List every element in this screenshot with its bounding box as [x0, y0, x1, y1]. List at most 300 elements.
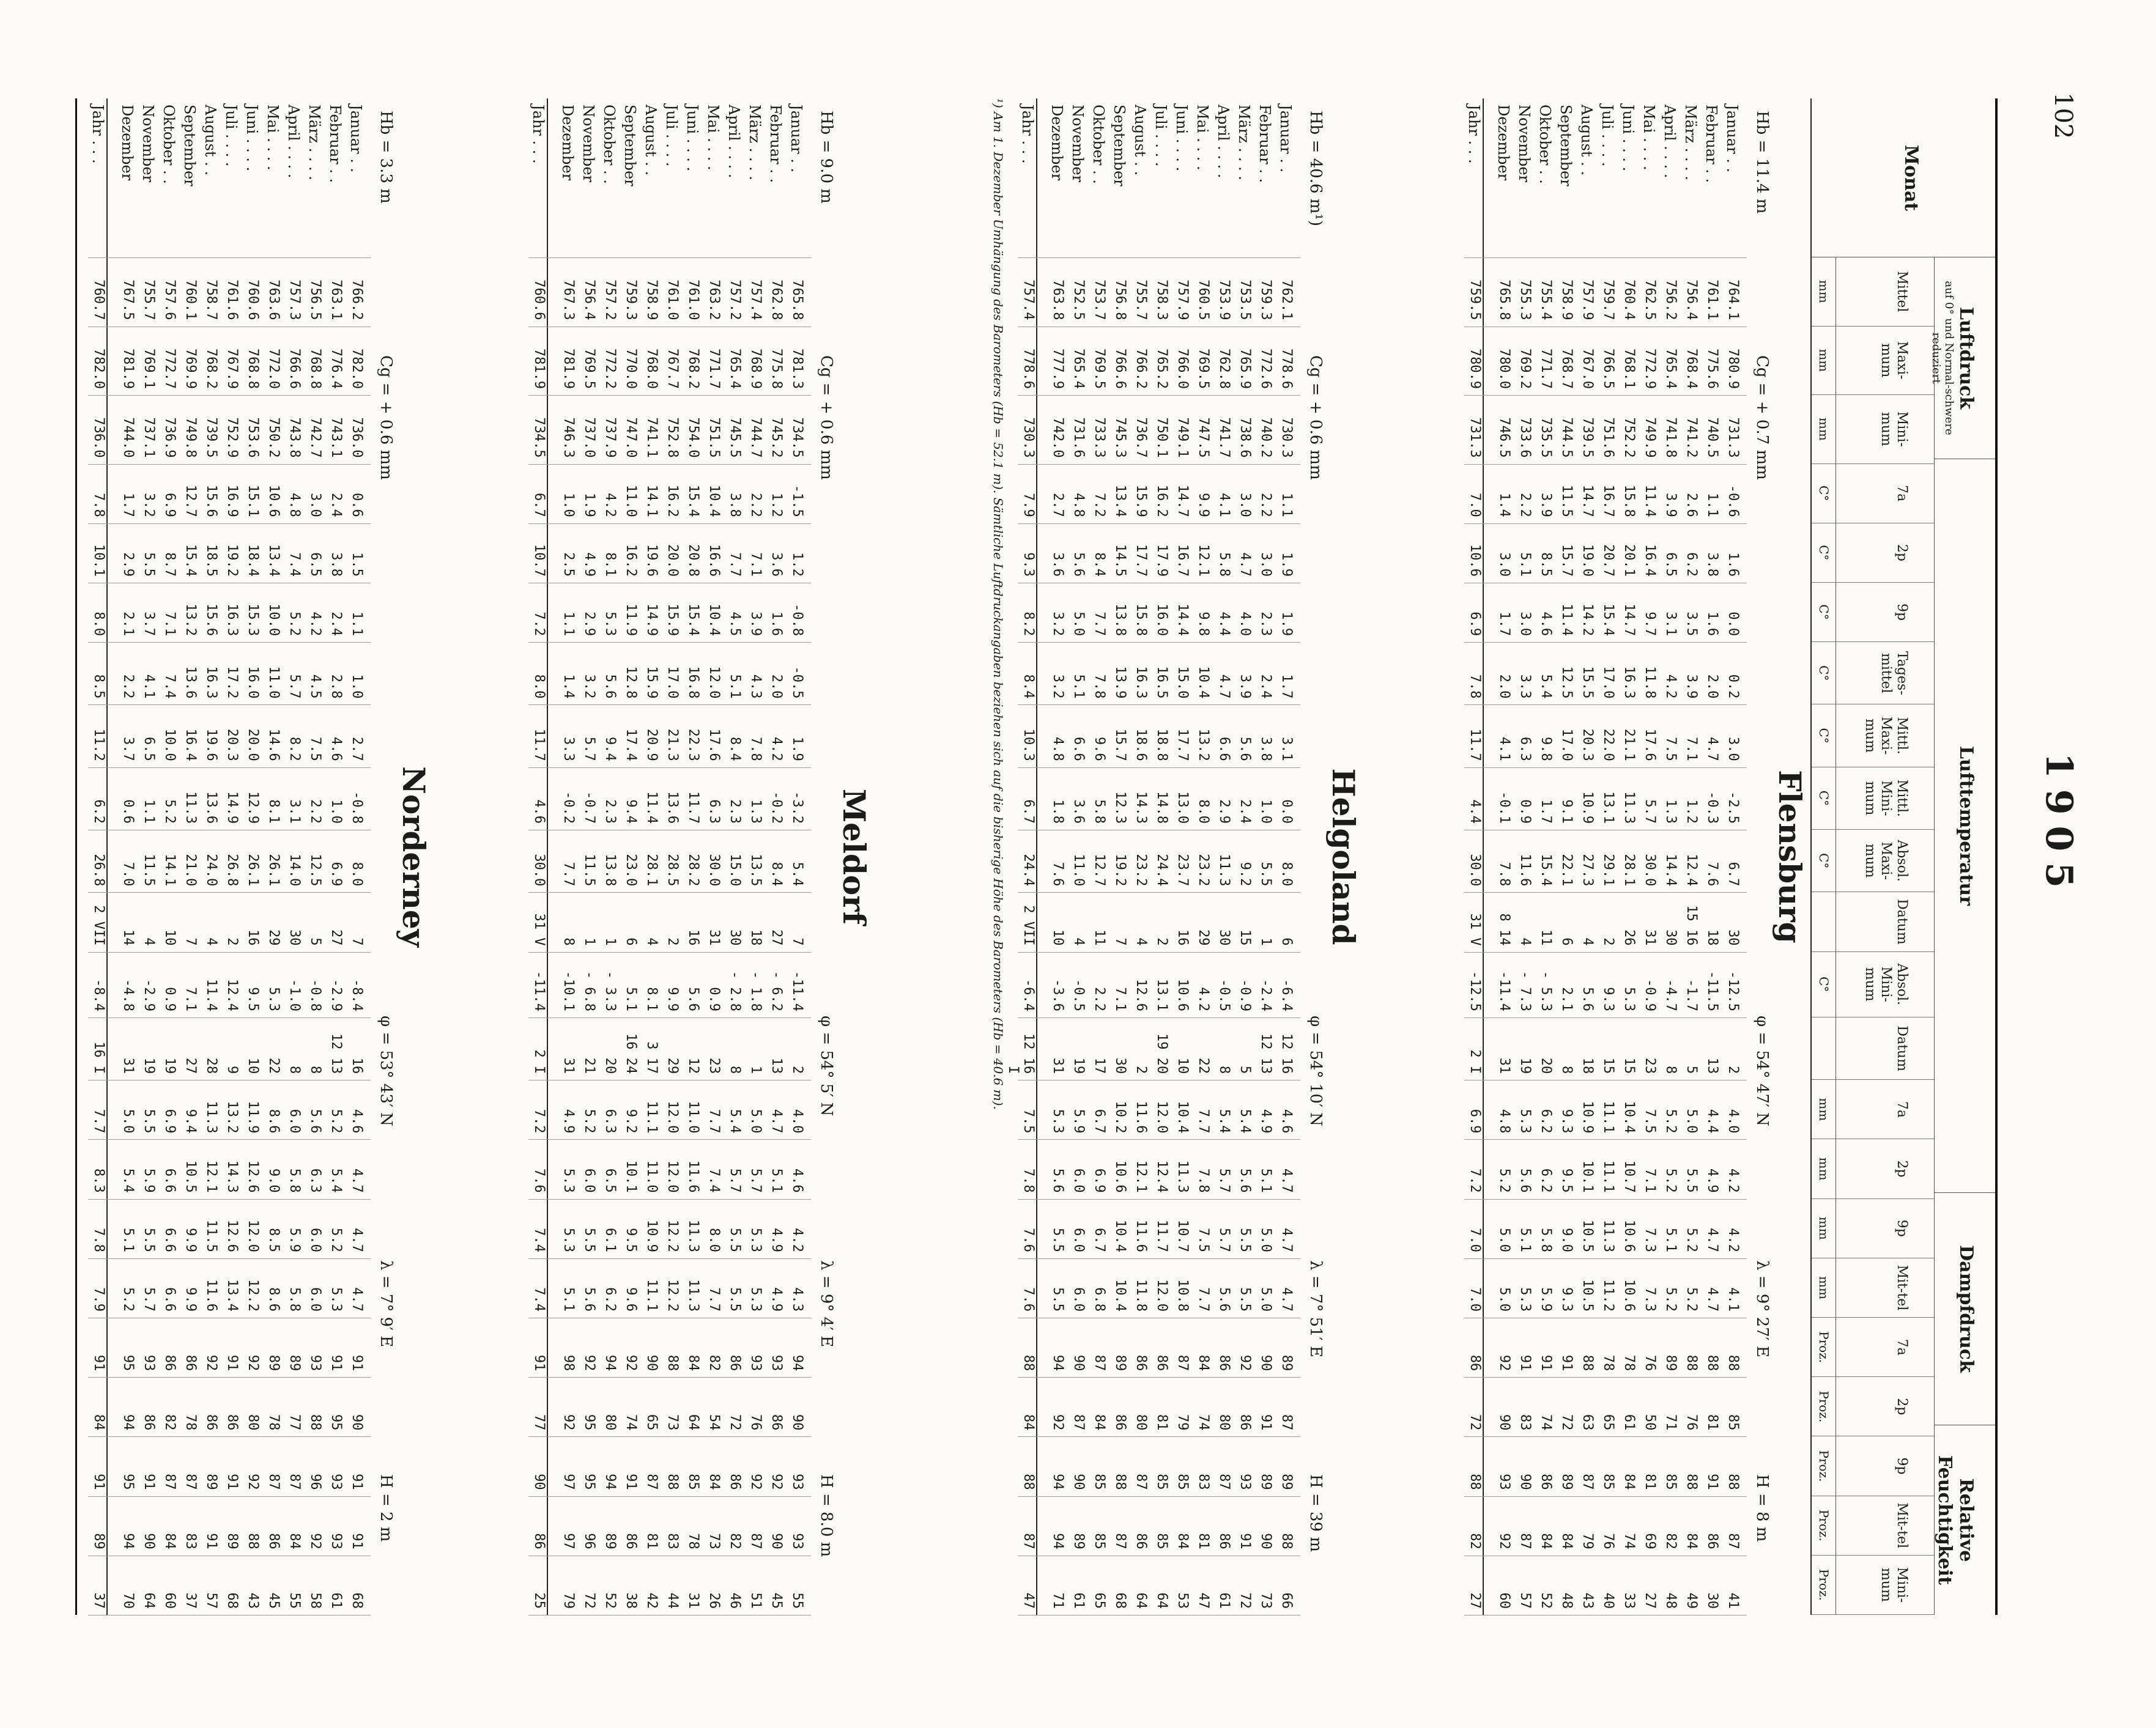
- table-cell: 3.7: [141, 582, 157, 635]
- table-cell: 86: [1217, 1318, 1232, 1371]
- table-cell: 2: [1133, 1017, 1149, 1073]
- table-cell: 92: [769, 1436, 784, 1490]
- table-cell: 757.4: [1021, 257, 1036, 320]
- table-cell: 72: [1559, 1377, 1574, 1430]
- header-subcol: Mini-mum: [1836, 1555, 1934, 1614]
- table-cell: 769.2: [1517, 326, 1533, 389]
- table-cell: 9.5: [623, 1198, 639, 1252]
- table-cell: 72: [582, 1555, 597, 1608]
- table-cell: 18.8: [1154, 704, 1169, 761]
- table-cell: 15.0: [1175, 642, 1190, 698]
- table-cell: 7.6: [1021, 1198, 1036, 1252]
- table-cell: 92: [748, 1436, 763, 1490]
- table-cell: 6: [623, 892, 639, 945]
- table-cell: 10.4: [1113, 1198, 1128, 1252]
- table-cell: 26.1: [245, 830, 261, 886]
- table-cell: 16.2: [665, 463, 680, 517]
- table-cell: -0.2: [769, 767, 784, 823]
- table-cell: 12.6: [224, 1198, 240, 1252]
- table-cell: 81: [1196, 1496, 1211, 1549]
- table-cell: 740.2: [1258, 395, 1273, 458]
- header-dampfdruck: Dampfdruck: [1934, 1193, 1995, 1425]
- table-cell: 755.4: [1538, 257, 1554, 320]
- table-cell: 1.1: [141, 767, 157, 823]
- table-cell: 3.8: [328, 523, 344, 576]
- table-cell: 22: [1196, 1017, 1211, 1073]
- table-cell: 43: [1580, 1555, 1595, 1608]
- table-cell: 92: [1237, 1318, 1253, 1371]
- table-cell: 6.5: [1663, 523, 1678, 576]
- table-cell: 89: [266, 1318, 281, 1371]
- table-cell: 74: [1196, 1377, 1211, 1430]
- table-cell: 751.5: [706, 395, 722, 458]
- table-cell: 5.6: [1580, 951, 1595, 1011]
- table-cell: 11.7: [1467, 704, 1483, 761]
- month-label: Oktober . .: [160, 105, 177, 251]
- table-cell: 15.4: [686, 463, 701, 517]
- table-cell: 5.1: [1258, 1139, 1273, 1192]
- table-cell: 757.2: [602, 257, 618, 320]
- table-cell: 14.7: [1580, 463, 1595, 517]
- table-cell: 12.4: [224, 951, 240, 1011]
- table-cell: 736.7: [1133, 395, 1149, 458]
- column-rule: [88, 1139, 371, 1140]
- table-cell: 10.6: [1175, 951, 1190, 1011]
- table-cell: 4.1: [1725, 1258, 1741, 1311]
- table-cell: 79: [1175, 1377, 1190, 1430]
- table-cell: 8: [287, 1017, 302, 1073]
- month-label: April . . . .: [285, 105, 302, 251]
- table-cell: 14.4: [1663, 830, 1678, 886]
- table-cell: 9.9: [665, 951, 680, 1011]
- table-cell: 760.5: [1196, 257, 1211, 320]
- table-cell: 772.7: [162, 326, 177, 389]
- table-cell: 758.3: [1154, 257, 1169, 320]
- table-cell: 17.4: [623, 704, 639, 761]
- table-cell: 84: [1021, 1377, 1036, 1430]
- table-cell: 745.3: [1113, 395, 1128, 458]
- table-cell: 8.2: [287, 704, 302, 761]
- table-cell: 88: [1113, 1436, 1128, 1490]
- table-cell: 7.9: [91, 1258, 106, 1311]
- table-cell: 74: [623, 1377, 639, 1430]
- table-cell: 770.0: [623, 326, 639, 389]
- table-cell: 15.9: [665, 582, 680, 635]
- table-cell: 4.5: [727, 582, 743, 635]
- table-cell: 10.5: [1580, 1258, 1595, 1311]
- table-cell: 14.7: [1621, 582, 1637, 635]
- table-cell: 8: [1559, 1017, 1574, 1073]
- header-subcol: Mit-tel: [1836, 1258, 1934, 1317]
- table-cell: 761.0: [665, 257, 680, 320]
- table-cell: 1.0: [561, 463, 576, 517]
- table-cell: 4.2: [308, 582, 323, 635]
- month-label: Mai . . . .: [705, 105, 722, 251]
- table-cell: 11.6: [204, 1258, 219, 1311]
- table-cell: 13.4: [224, 1258, 240, 1311]
- table-cell: 73: [665, 1377, 680, 1430]
- table-cell: 13.6: [183, 642, 198, 698]
- table-row: [1254, 98, 1273, 1615]
- table-cell: 91: [1237, 1496, 1253, 1549]
- station-hb: Hb = 3.3 m: [377, 111, 395, 204]
- table-cell: 7.0: [1467, 1258, 1483, 1311]
- table-cell: 2.4: [328, 582, 344, 635]
- table-cell: 6.0: [308, 1258, 323, 1311]
- month-label: März . . . .: [306, 105, 323, 251]
- bottom-rule: [75, 98, 77, 1615]
- table-cell: -1.7: [1684, 951, 1699, 1011]
- table-cell: 7.7: [561, 830, 576, 886]
- table-cell: 9.3: [1021, 523, 1036, 576]
- table-cell: 2.4: [1237, 767, 1253, 823]
- table-cell: 768.1: [1621, 326, 1637, 389]
- table-cell: 30: [1663, 892, 1678, 945]
- table-cell: -0.1: [1497, 767, 1512, 823]
- table-cell: 2.9: [1217, 767, 1232, 823]
- table-cell: 83: [1517, 1377, 1533, 1430]
- table-cell: 5.7: [582, 704, 597, 761]
- table-cell: 95: [120, 1318, 136, 1371]
- table-cell: 753.9: [1217, 257, 1232, 320]
- table-cell: 10.0: [266, 582, 281, 635]
- table-cell: 27: [183, 1017, 198, 1073]
- table-cell: 5.3: [602, 582, 618, 635]
- table-cell: 88: [1021, 1436, 1036, 1490]
- table-cell: 756.2: [1663, 257, 1678, 320]
- table-cell: 14.1: [162, 830, 177, 886]
- table-cell: 26.8: [91, 830, 106, 886]
- table-cell: 45: [769, 1555, 784, 1608]
- header-subcol: Mit-tel: [1836, 1496, 1934, 1555]
- table-cell: 743.1: [328, 395, 344, 458]
- table-cell: 2.6: [1684, 463, 1699, 517]
- table-row: [158, 98, 177, 1615]
- column-rule: [1464, 395, 1747, 396]
- table-cell: 5.7: [727, 1139, 743, 1192]
- table-cell: 760.6: [245, 257, 261, 320]
- table-cell: 83: [183, 1496, 198, 1549]
- table-cell: 775.8: [769, 326, 784, 389]
- table-cell: 2: [1154, 892, 1169, 945]
- table-cell: 80: [245, 1377, 261, 1430]
- table-cell: 89: [602, 1496, 618, 1549]
- table-cell: 7.5: [1196, 1198, 1211, 1252]
- table-cell: 3.1: [1663, 582, 1678, 635]
- table-cell: 5.2: [1663, 1080, 1678, 1133]
- table-cell: 92: [1497, 1496, 1512, 1549]
- table-cell: 17.0: [1601, 642, 1616, 698]
- header-subcol: 7a: [1836, 1318, 1934, 1377]
- table-cell: 7.1: [1642, 1139, 1658, 1192]
- table-cell: 12 16: [1279, 1017, 1294, 1073]
- table-cell: 766.6: [1113, 326, 1128, 389]
- table-cell: 3.8: [727, 463, 743, 517]
- table-cell: 4.7: [1705, 1198, 1720, 1252]
- table-cell: 6.2: [1538, 1080, 1554, 1133]
- table-cell: 6.0: [1071, 1198, 1086, 1252]
- table-cell: 9.9: [183, 1258, 198, 1311]
- table-cell: 94: [790, 1318, 805, 1371]
- table-cell: 4: [141, 892, 157, 945]
- table-cell: 2.2: [308, 767, 323, 823]
- table-cell: 4.7: [349, 1198, 365, 1252]
- table-cell: 15.0: [727, 830, 743, 886]
- table-cell: 15.1: [245, 463, 261, 517]
- table-cell: 95: [582, 1377, 597, 1430]
- table-row: [1576, 98, 1595, 1615]
- table-cell: 5: [1237, 1017, 1253, 1073]
- table-cell: 12 16 I: [1006, 1017, 1036, 1073]
- station-cg: Cg = + 0.6 mm: [817, 355, 835, 480]
- table-cell: 778.6: [1279, 326, 1294, 389]
- table-cell: -2.9: [328, 951, 344, 1011]
- table-row: [1596, 98, 1616, 1615]
- table-cell: 15.4: [1538, 830, 1554, 886]
- header-unit: mm: [1812, 1198, 1836, 1258]
- table-cell: 765.4: [1663, 326, 1678, 389]
- table-row: [1555, 98, 1574, 1615]
- table-cell: 8: [1663, 1017, 1678, 1073]
- table-cell: 86: [1237, 1377, 1253, 1430]
- table-cell: 5.4: [790, 830, 805, 886]
- table-cell: 1.1: [1279, 463, 1294, 517]
- table-cell: 11.2: [91, 704, 106, 761]
- table-cell: 730.3: [1021, 395, 1036, 458]
- table-cell: 5.8: [1538, 1198, 1554, 1252]
- table-cell: 93: [790, 1496, 805, 1549]
- table-cell: 87: [1517, 1496, 1533, 1549]
- table-cell: 94: [602, 1436, 618, 1490]
- table-cell: 15.4: [686, 582, 701, 635]
- table-cell: 747.0: [623, 395, 639, 458]
- table-cell: 76: [1684, 1377, 1699, 1430]
- table-cell: 5.1: [623, 951, 639, 1011]
- table-cell: 53: [1175, 1555, 1190, 1608]
- table-cell: 1.2: [790, 523, 805, 576]
- table-cell: 87: [1071, 1377, 1086, 1430]
- table-cell: 7.7: [706, 1258, 722, 1311]
- table-cell: 87: [1021, 1496, 1036, 1549]
- table-cell: 87: [1217, 1436, 1232, 1490]
- table-cell: 9.1: [1559, 767, 1574, 823]
- table-cell: 2.3: [602, 767, 618, 823]
- table-cell: 11.3: [1217, 830, 1232, 886]
- table-cell: 17: [1092, 1017, 1107, 1073]
- table-cell: 11.9: [623, 582, 639, 635]
- table-cell: 9.3: [1559, 1080, 1574, 1133]
- table-cell: 4.5: [308, 642, 323, 698]
- table-cell: 84: [162, 1496, 177, 1549]
- table-cell: 761.6: [224, 257, 240, 320]
- table-cell: 9.6: [623, 1258, 639, 1311]
- header-unit: [1812, 892, 1836, 951]
- table-cell: 767.7: [665, 326, 680, 389]
- table-cell: 9.3: [1559, 1258, 1574, 1311]
- table-cell: 90: [141, 1496, 157, 1549]
- table-cell: 2: [790, 1017, 805, 1073]
- table-cell: 4.7: [349, 1139, 365, 1192]
- table-cell: 5.2: [1684, 1258, 1699, 1311]
- table-cell: 6.0: [1071, 1139, 1086, 1192]
- table-cell: 5.3: [1517, 1080, 1533, 1133]
- table-cell: 92: [561, 1377, 576, 1430]
- station-name: Norderney: [396, 98, 432, 1615]
- table-cell: 755.7: [141, 257, 157, 320]
- table-cell: 742.0: [1050, 395, 1065, 458]
- table-cell: 762.8: [769, 257, 784, 320]
- table-cell: 7.8: [1497, 830, 1512, 886]
- header-subcol: Maxi-mum: [1836, 326, 1934, 395]
- table-cell: 93: [328, 1436, 344, 1490]
- table-cell: 754.0: [686, 395, 701, 458]
- table-cell: 8: [1217, 1017, 1232, 1073]
- table-cell: 4.2: [1725, 1198, 1741, 1252]
- column-rule: [1464, 704, 1747, 705]
- table-cell: 6.9: [1467, 582, 1483, 635]
- table-cell: 11.9: [245, 1080, 261, 1133]
- table-cell: 780.0: [1497, 326, 1512, 389]
- table-cell: 8.6: [266, 1080, 281, 1133]
- table-cell: 10.6: [266, 463, 281, 517]
- table-cell: 26.8: [224, 830, 240, 886]
- table-cell: 15.8: [1133, 582, 1149, 635]
- month-label: April . . . .: [1661, 105, 1678, 251]
- table-cell: 86: [1113, 1377, 1128, 1430]
- month-label: Juni . . . .: [684, 105, 701, 251]
- month-label: Februar . .: [327, 105, 344, 251]
- table-cell: 45: [266, 1555, 281, 1608]
- table-cell: 19.2: [1113, 830, 1128, 886]
- table-cell: 7.0: [1467, 1198, 1483, 1252]
- table-cell: 11.7: [1154, 1198, 1169, 1252]
- table-cell: 7.7: [91, 1080, 106, 1133]
- table-cell: 7.8: [1196, 1139, 1211, 1192]
- table-cell: 89: [1663, 1318, 1678, 1371]
- table-cell: 89: [91, 1496, 106, 1549]
- table-cell: 16.2: [1154, 463, 1169, 517]
- table-cell: 4.2: [602, 463, 618, 517]
- table-row-year: [527, 98, 548, 1615]
- table-cell: 17.2: [224, 642, 240, 698]
- column-rule: [528, 704, 811, 705]
- table-cell: 28.1: [1621, 830, 1637, 886]
- table-cell: 772.9: [1642, 326, 1658, 389]
- table-cell: 24.4: [1021, 830, 1036, 886]
- table-cell: 5.3: [748, 1258, 763, 1311]
- table-cell: 756.4: [582, 257, 597, 320]
- table-cell: 8.4: [1021, 642, 1036, 698]
- table-cell: 11.4: [1559, 582, 1574, 635]
- table-cell: 6: [1279, 892, 1294, 945]
- table-cell: 51: [748, 1555, 763, 1608]
- table-cell: - 6.2: [769, 951, 784, 1011]
- table-cell: 57: [204, 1555, 219, 1608]
- table-cell: 14: [120, 892, 136, 945]
- table-cell: 71: [1050, 1555, 1065, 1608]
- table-cell: 77: [532, 1377, 547, 1430]
- table-row: [241, 98, 261, 1615]
- table-cell: 10.0: [162, 704, 177, 761]
- column-rule: [88, 642, 371, 643]
- table-cell: 80: [1133, 1377, 1149, 1430]
- header-subcol: Datum: [1836, 1017, 1934, 1079]
- table-cell: 90: [790, 1377, 805, 1430]
- table-cell: 781.9: [561, 326, 576, 389]
- table-cell: 7.3: [1642, 1258, 1658, 1311]
- header-unit: Proz.: [1812, 1318, 1836, 1377]
- table-cell: 81: [1154, 1377, 1169, 1430]
- table-cell: 3.5: [1684, 582, 1699, 635]
- table-cell: 749.8: [183, 395, 198, 458]
- table-cell: 20.9: [644, 704, 659, 761]
- table-cell: 7.0: [1467, 463, 1483, 517]
- table-row: [1492, 98, 1512, 1615]
- table-cell: 17.0: [1559, 704, 1574, 761]
- table-cell: 8: [727, 1017, 743, 1073]
- table-cell: -0.5: [790, 642, 805, 698]
- table-cell: 12.2: [665, 1198, 680, 1252]
- table-cell: 11.1: [644, 1258, 659, 1311]
- table-cell: 5.1: [1071, 642, 1086, 698]
- table-cell: 3.0: [1258, 523, 1273, 576]
- table-cell: 7.2: [532, 582, 547, 635]
- table-cell: 89: [1113, 1318, 1128, 1371]
- table-cell: 92: [623, 1318, 639, 1371]
- table-cell: 6.9: [162, 463, 177, 517]
- table-row: [1700, 98, 1720, 1615]
- table-cell: 31: [686, 1555, 701, 1608]
- table-cell: 756.8: [1113, 257, 1128, 320]
- table-cell: 8.3: [91, 1139, 106, 1192]
- month-label: Juli . . . .: [663, 105, 680, 251]
- table-row: [303, 98, 323, 1615]
- header-subcol: Mittel: [1836, 257, 1934, 327]
- table-cell: 5.6: [1050, 1139, 1065, 1192]
- table-cell: 24.4: [1154, 830, 1169, 886]
- page-number: 102: [2049, 92, 2077, 139]
- table-cell: -6.4: [1021, 951, 1036, 1011]
- table-cell: 10.6: [1621, 1198, 1637, 1252]
- table-cell: 2 I: [1467, 1017, 1483, 1073]
- table-cell: 737.9: [602, 395, 618, 458]
- column-rule: [1018, 395, 1300, 396]
- table-cell: 48: [1663, 1555, 1678, 1608]
- table-cell: 12.2: [665, 1258, 680, 1311]
- table-cell: 760.4: [1621, 257, 1637, 320]
- table-cell: 5.5: [141, 1198, 157, 1252]
- month-label: April . . . .: [725, 105, 743, 251]
- table-cell: 92: [308, 1496, 323, 1549]
- table-cell: 5.2: [120, 1258, 136, 1311]
- table-cell: 5.9: [141, 1139, 157, 1192]
- table-page: [1, 1, 2156, 1728]
- table-cell: 16.2: [623, 523, 639, 576]
- table-cell: 8.0: [91, 582, 106, 635]
- table-cell: 87: [1133, 1436, 1149, 1490]
- table-cell: 733.6: [1517, 395, 1533, 458]
- table-cell: 11.0: [266, 642, 281, 698]
- table-cell: 42: [644, 1555, 659, 1608]
- table-cell: 3.0: [1237, 463, 1253, 517]
- table-cell: -1.0: [287, 951, 302, 1011]
- table-cell: 6.0: [582, 1139, 597, 1192]
- table-cell: 6.0: [308, 1198, 323, 1252]
- table-cell: 93: [1237, 1436, 1253, 1490]
- table-cell: 758.7: [204, 257, 219, 320]
- table-cell: 8.0: [532, 642, 547, 698]
- table-cell: 88: [308, 1377, 323, 1430]
